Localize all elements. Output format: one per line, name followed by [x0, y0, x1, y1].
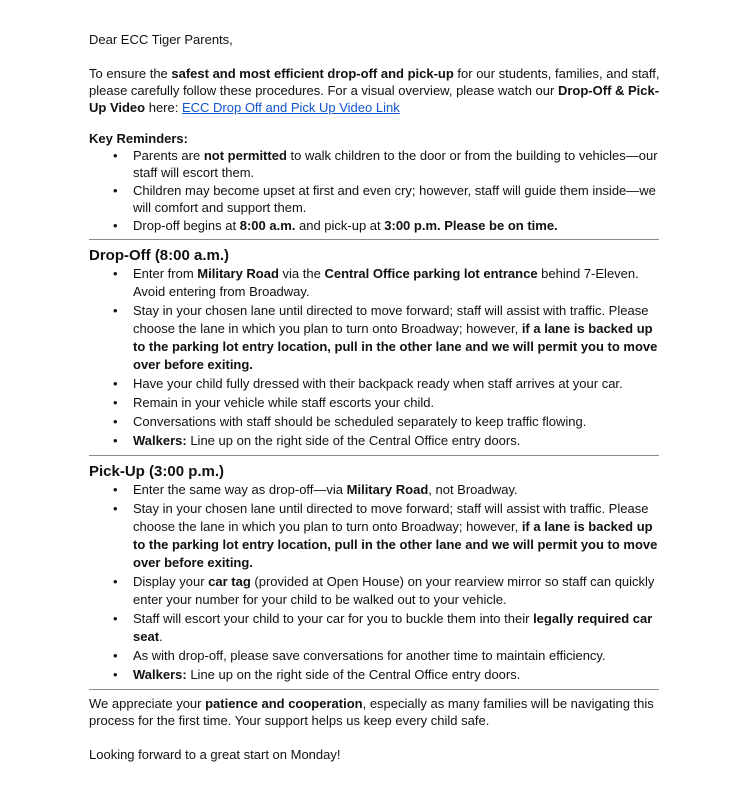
list-item: [133, 481, 663, 499]
intro-paragraph: [89, 65, 664, 116]
intro-text: here:: [145, 100, 182, 115]
item-text: Enter the same way as drop-off—via: [133, 482, 347, 497]
item-text: Enter from: [133, 266, 198, 281]
item-text: Staff will escort your child to your car for you to buckle them into their: [133, 611, 534, 626]
item-emphasis: 8:00 a.m.: [239, 218, 296, 233]
item-emphasis: Central Office parking lot entrance: [324, 266, 538, 281]
item-emphasis: Walkers:: [133, 667, 187, 682]
item-emphasis: 3:00 p.m. Please be on time.: [384, 218, 558, 233]
item-emphasis: Military Road: [197, 266, 279, 281]
item-text: .: [159, 629, 163, 644]
item-emphasis: if a lane is backed up to the parking lot entry location, pull in the other lane and we will permit you to move over before exiting.: [133, 321, 658, 372]
item-text: via the: [278, 266, 325, 281]
list-item: [133, 610, 663, 646]
section-divider: [89, 689, 659, 690]
section-divider: [89, 239, 659, 240]
closing-paragraph: [89, 695, 669, 729]
list-item: [133, 182, 663, 216]
item-text: Line up on the right side of the Central Office entry doors.: [186, 667, 521, 682]
list-item: [133, 147, 663, 181]
item-emphasis: Military Road: [346, 482, 429, 497]
outro-text: , especially as many families will be navigating this process for the first time. Your support helps us keep every child safe.: [89, 696, 654, 728]
item-text: Stay in your chosen lane until directed to move forward; staff will assist with traffic. Please choose the lane in which you plan to turn onto Broadway; however,: [133, 303, 649, 336]
section-divider: [89, 455, 659, 456]
list-item: • Conversations with staff should be scheduled separately to keep traffic flowing.: [133, 413, 663, 431]
item-text: and pick-up at: [295, 218, 385, 233]
list-item: [133, 432, 663, 450]
dropoff-list: [89, 265, 663, 450]
item-text: Children may become upset at first and even cry; however, staff will guide them inside—we will comfort and support them.: [133, 183, 656, 215]
item-text: , not Broadway.: [428, 482, 518, 497]
item-text: Parents are: [133, 148, 204, 163]
intro-text: To ensure the: [89, 66, 172, 81]
video-link[interactable]: ECC Drop Off and Pick Up Video Link: [181, 100, 400, 115]
list-item: [133, 302, 663, 374]
outro-emphasis: patience and cooperation: [205, 696, 363, 711]
item-text: Stay in your chosen lane until directed to move forward; staff will assist with traffic. Please choose the lane in which you plan to turn onto Broadway; however,: [133, 501, 649, 534]
item-text: behind 7-Eleven. Avoid entering from Broadway.: [133, 266, 639, 299]
item-text: to walk children to the door or from the building to vehicles—our staff will escort them.: [133, 148, 658, 180]
list-item: [133, 666, 663, 684]
item-text: Drop-off begins at: [133, 218, 240, 233]
outro-text: We appreciate your: [89, 696, 206, 711]
intro-emphasis: safest and most efficient drop-off and pick-up: [171, 66, 454, 81]
pickup-list: [89, 481, 663, 684]
item-emphasis: if a lane is backed up to the parking lot entry location, pull in the other lane and we will permit you to move over before exiting.: [133, 519, 658, 570]
item-text: Display your: [133, 574, 209, 589]
item-emphasis: legally required car seat: [133, 611, 653, 644]
item-emphasis: Walkers:: [133, 433, 187, 448]
list-item: [133, 573, 663, 609]
list-item: [133, 265, 663, 301]
list-item: • As with drop-off, please save conversations for another time to maintain efficiency.: [133, 647, 663, 665]
intro-emphasis: Drop-Off & Pick-Up Video: [89, 83, 660, 115]
list-item: • Have your child fully dressed with their backpack ready when staff arrives at your car.: [133, 375, 663, 393]
pickup-heading: Pick-Up (3:00 p.m.): [89, 463, 225, 480]
dropoff-heading: Drop-Off (8:00 a.m.): [89, 247, 230, 264]
item-text: Line up on the right side of the Central Office entry doors.: [186, 433, 521, 448]
key-reminders-list: [89, 147, 663, 234]
closing-line: Looking forward to a great start on Monday!: [89, 747, 341, 762]
list-item: • Remain in your vehicle while staff escorts your child.: [133, 394, 663, 412]
greeting: Dear ECC Tiger Parents,: [89, 32, 233, 47]
item-text: (provided at Open House) on your rearview mirror so staff can quickly enter your number for your child to be walked out to your vehicle.: [133, 574, 655, 607]
intro-text: for our students, families, and staff, please carefully follow these procedures. For a visual overview, please watch our: [89, 66, 660, 98]
key-reminders-heading: Key Reminders:: [89, 131, 188, 146]
list-item: [133, 217, 663, 234]
list-item: [133, 500, 663, 572]
item-emphasis: car tag: [208, 574, 251, 589]
item-emphasis: not permitted: [203, 148, 287, 163]
